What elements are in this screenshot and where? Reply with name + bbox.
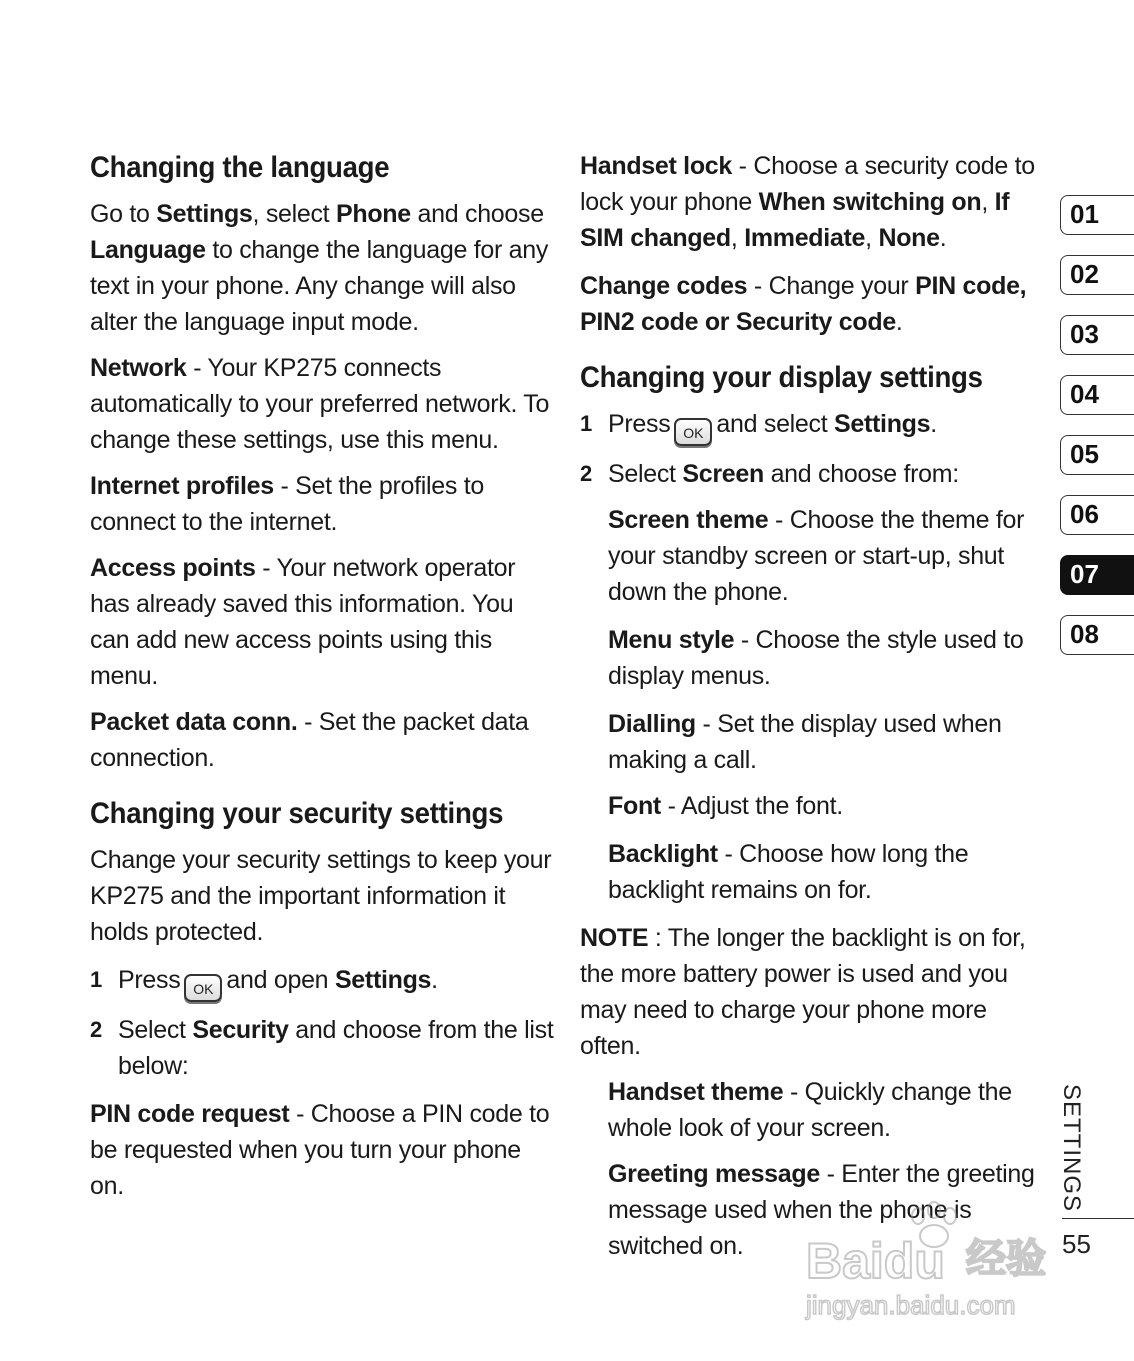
- step-number: 1: [580, 411, 592, 436]
- text: - Set the display used when making a call.: [608, 710, 1002, 774]
- footer-rule: [1062, 1218, 1134, 1219]
- text: and choose from the list below:: [118, 1016, 554, 1080]
- text: Go to: [90, 200, 157, 228]
- menu-style-paragraph: [580, 622, 1040, 694]
- text: ,: [730, 224, 745, 252]
- security-intro: Change your security settings to keep your KP275 and the important information it holds protected.: [90, 846, 552, 946]
- bold-term: Settings: [156, 200, 253, 228]
- bold-term: Handset lock: [580, 152, 733, 180]
- bold-term: PIN code, PIN2 code or Security code: [580, 272, 1027, 336]
- heading-security-settings: Changing your security settings: [90, 797, 504, 830]
- bold-term: Screen theme: [608, 506, 769, 534]
- text: ,: [981, 188, 995, 216]
- network-paragraph: [90, 350, 555, 458]
- text: .: [939, 224, 947, 252]
- step-number: 2: [90, 1017, 102, 1042]
- chapter-tab-05[interactable]: 05: [1060, 435, 1134, 475]
- step-number: 2: [580, 461, 592, 486]
- bold-term: Screen: [682, 460, 764, 488]
- text: - Change your: [747, 272, 916, 300]
- text: .: [431, 966, 438, 994]
- packet-data-paragraph: [90, 704, 555, 776]
- text: and select: [716, 410, 835, 438]
- bold-term: Internet profiles: [90, 472, 274, 500]
- chapter-tab-07-active[interactable]: 07: [1060, 555, 1134, 595]
- chapter-tab-08[interactable]: 08: [1060, 615, 1134, 655]
- bold-term: PIN code request: [90, 1100, 290, 1128]
- bold-term: Change codes: [580, 272, 748, 300]
- note-paragraph: [580, 920, 1040, 1064]
- text: - Your network operator has already saved this information. You can add new access points using this menu.: [90, 554, 516, 690]
- text: .: [930, 410, 937, 438]
- dialling-paragraph: [580, 706, 1040, 778]
- step-number: 1: [90, 967, 102, 992]
- chapter-tab-02[interactable]: 02: [1060, 255, 1134, 295]
- watermark-url: jingyan.baidu.com: [806, 1290, 1016, 1320]
- text: - Set the profiles to connect to the internet.: [90, 472, 485, 536]
- bold-term: Greeting message: [608, 1160, 820, 1188]
- backlight-paragraph: [580, 836, 1040, 908]
- text: - Choose how long the backlight remains on for.: [608, 840, 969, 904]
- text: Select: [118, 1016, 193, 1044]
- chapter-tab-01[interactable]: 01: [1060, 195, 1134, 235]
- font-paragraph: [580, 788, 1040, 824]
- bold-term: Handset theme: [608, 1078, 784, 1106]
- watermark-cn: 经验: [966, 1236, 1046, 1282]
- text: - Choose the style used to display menus.: [608, 626, 1024, 690]
- text: Press: [118, 966, 181, 994]
- bold-term: Language: [90, 236, 206, 264]
- text: and choose: [410, 200, 544, 228]
- text: - Choose the theme for your standby screen or start-up, shut down the phone.: [608, 506, 1025, 606]
- access-points-paragraph: [90, 550, 555, 694]
- greeting-message-paragraph: [580, 1156, 1040, 1264]
- text: and choose from:: [763, 460, 959, 488]
- bold-term: Packet data conn.: [90, 708, 298, 736]
- text: , select: [252, 200, 336, 228]
- handset-lock-paragraph: [580, 148, 1040, 256]
- bold-term: Security: [192, 1016, 289, 1044]
- section-label: SETTINGS: [1058, 1083, 1085, 1213]
- bold-term: Menu style: [608, 626, 735, 654]
- chapter-tab-03[interactable]: 03: [1060, 315, 1134, 355]
- bold-term: Font: [608, 792, 661, 820]
- bold-term: Network: [90, 354, 187, 382]
- internet-profiles-paragraph: [90, 468, 555, 540]
- security-step-1: [90, 962, 555, 1002]
- bold-term: Access points: [90, 554, 256, 582]
- bold-term: Backlight: [608, 840, 718, 868]
- left-column: [90, 148, 555, 1204]
- bold-term: Dialling: [608, 710, 696, 738]
- right-column: [580, 148, 1040, 1264]
- ok-key-icon: OK: [184, 974, 222, 1002]
- handset-theme-paragraph: [580, 1074, 1040, 1146]
- text: .: [895, 308, 903, 336]
- language-paragraph: [90, 196, 555, 340]
- display-step-2: [580, 456, 1040, 492]
- chapter-tab-04[interactable]: 04: [1060, 375, 1134, 415]
- chapter-tab-06[interactable]: 06: [1060, 495, 1134, 535]
- text: - Adjust the font.: [660, 792, 843, 820]
- text: - Enter the greeting message used when the phone is switched on.: [608, 1160, 1035, 1260]
- text: - Choose a security code to lock your phone: [580, 152, 1035, 216]
- pin-request-paragraph: [90, 1096, 555, 1204]
- heading-display-settings: Changing your display settings: [580, 361, 983, 394]
- text: Press: [608, 410, 671, 438]
- text: - Your KP275 connects automatically to your preferred network. To change these settings, use this menu.: [90, 354, 550, 454]
- bold-term: Settings: [834, 410, 931, 438]
- bold-term: NOTE: [580, 924, 649, 952]
- text: ,: [865, 224, 879, 252]
- page-number: 55: [1062, 1229, 1091, 1259]
- bold-term: If SIM changed: [580, 188, 1010, 252]
- text: - Set the packet data connection.: [90, 708, 529, 772]
- security-step-2: [90, 1012, 555, 1084]
- heading-changing-language: Changing the language: [90, 151, 390, 184]
- bold-term: None: [878, 224, 940, 252]
- bold-term: Settings: [334, 966, 432, 994]
- bold-term: Phone: [335, 200, 411, 228]
- bold-term: Immediate: [744, 224, 866, 252]
- text: and open: [226, 966, 335, 994]
- text: - Choose a PIN code to be requested when you turn your phone on.: [90, 1100, 550, 1200]
- watermark-brand: Baidu: [806, 1233, 945, 1289]
- bold-term: When switching on: [758, 188, 982, 216]
- ok-key-icon: OK: [674, 418, 712, 446]
- screen-theme-paragraph: [580, 502, 1040, 610]
- text: to change the language for any text in your phone. Any change will also alter the language input mode.: [90, 236, 549, 336]
- text: : The longer the backlight is on for, the more battery power is used and you may need to charge your phone more often.: [580, 924, 1026, 1060]
- display-step-1: [580, 406, 1040, 446]
- text: - Quickly change the whole look of your screen.: [608, 1078, 1012, 1142]
- text: Select: [608, 460, 683, 488]
- change-codes-paragraph: [580, 268, 1040, 340]
